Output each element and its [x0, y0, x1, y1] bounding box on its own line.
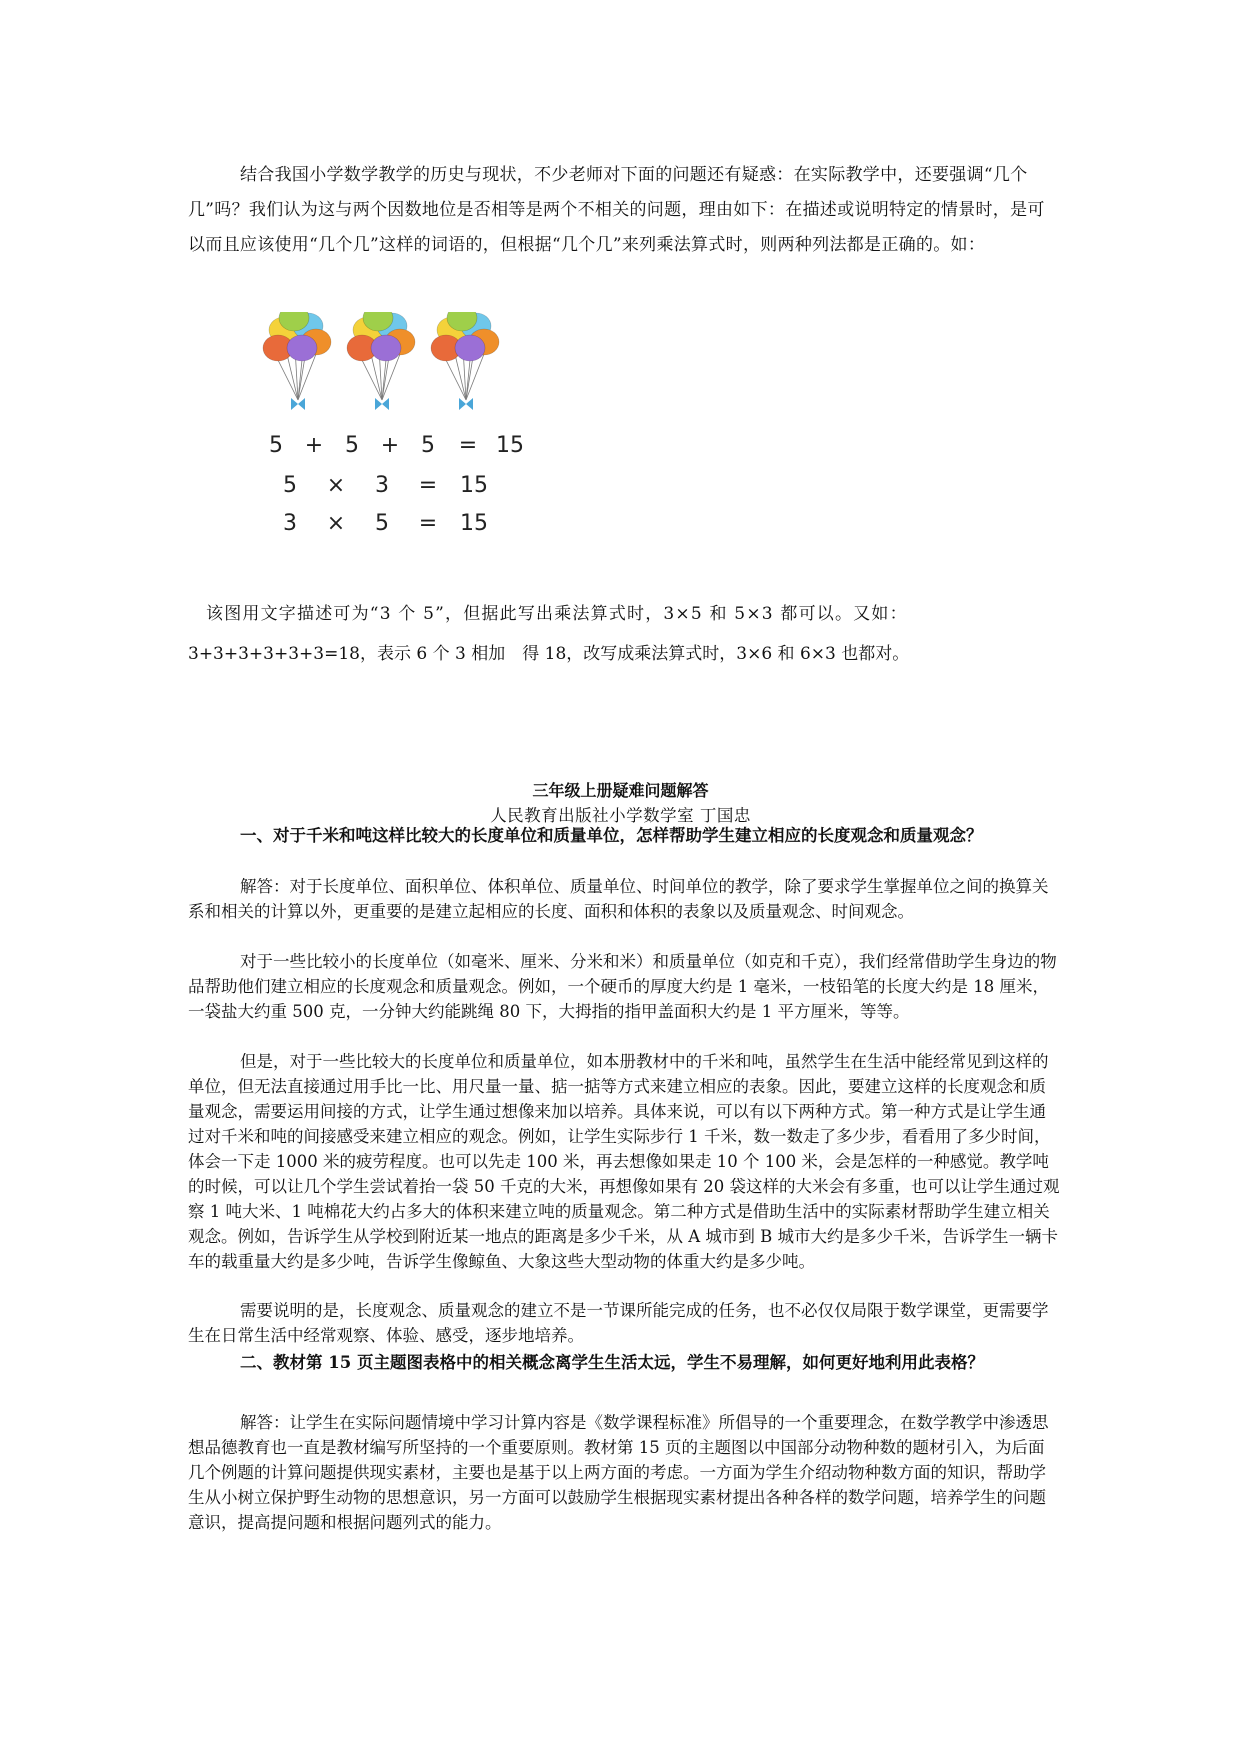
- eq2-op: ×: [326, 473, 346, 498]
- equation-row-1: [269, 433, 524, 458]
- eq3-term-1: 3: [283, 511, 297, 536]
- eq3-result: 15: [460, 511, 488, 536]
- balloon-string: [362, 360, 382, 400]
- eq1-equals: =: [458, 433, 478, 458]
- question-1-heading: 一、对于千米和吨这样比较大的长度单位和质量单位，怎样帮助学生建立相应的长度观念和质量观念？: [240, 826, 983, 845]
- eq3-term-2: 5: [375, 511, 389, 536]
- eq1-term-2: 5: [345, 433, 359, 458]
- answer-2-paragraph: 解答：让学生在实际问题情境中学习计算内容是《数学课程标准》所倡导的一个重要理念，在数学教学中渗透思想品德教育也一直是教材编写所坚持的一个重要原则。教材第 15 页的主题图以中国部分动物种数的题材引入，为后面几个例题的计算问题提供现实素材，主要也是基于以上两方面的考虑。一方面为学生介绍动物种数方面的知识，帮助学生从小树立保护野生动物的思想意识，另一方面可以鼓励学生根据现实素材提出各种各样的数学问题，培养学生的问题意识，提高提问题和根据问题列式的能力。: [188, 1413, 1049, 1532]
- intro-paragraph: 结合我国小学数学教学的历史与现状，不少老师对下面的问题还有疑惑：在实际教学中，还要强调“几个几”吗？我们认为这与两个因数地位是否相等是两个不相关的问题，理由如下：在描述或说明特定的情景时，是可以而且应该使用“几个几”这样的词语的，但根据“几个几”来列乘法算式时，则两种列法都是正确的。如：: [188, 165, 1045, 255]
- eq3-equals: =: [418, 511, 438, 536]
- eq2-result: 15: [460, 473, 488, 498]
- eq1-op-1: +: [304, 433, 324, 458]
- eq1-term-3: 5: [421, 433, 435, 458]
- author-line: 人民教育出版社小学数学室 丁国忠: [490, 806, 751, 825]
- explanation-paragraph: [188, 594, 1058, 674]
- explanation-line-1: 该图用文字描述可为“3 个 5”，但据此写出乘法算式时，3×5 和 5×3 都可以。又如：: [206, 604, 908, 624]
- balloon: [287, 335, 317, 361]
- section-title: 三年级上册疑难问题解答: [532, 781, 709, 800]
- balloon-bunch: [431, 312, 499, 410]
- note-paragraph: 需要说明的是，长度观念、质量观念的建立不是一节课所能完成的任务，也不必仅仅局限于数学课堂，更需要学生在日常生活中经常观察、体验、感受，逐步地培养。: [188, 1301, 1049, 1345]
- answer-1-paragraph: 解答：对于长度单位、面积单位、体积单位、质量单位、时间单位的教学，除了要求学生掌握单位之间的换算关系和相关的计算以外，更重要的是建立起相应的长度、面积和体积的表象以及质量观念、时间观念。: [188, 877, 1049, 921]
- eq2-term-1: 5: [283, 473, 297, 498]
- balloon: [455, 335, 485, 361]
- large-units-paragraph: 但是，对于一些比较大的长度单位和质量单位，如本册教材中的千米和吨，虽然学生在生活中能经常见到这样的单位，但无法直接通过用手比一比、用尺量一量、掂一掂等方式来建立相应的表象。因此，要建立这样的长度观念和质量观念，需要运用间接的方式，让学生通过想像来加以培养。具体来说，可以有以下两种方式。第一种方式是让学生通过对千米和吨的间接感受来建立相应的观念。例如，让学生实际步行 1 千米，数一数走了多少步，看看用了多少时间，体会一下走 1000 米的疲劳程度。也可以先走 100 米，再去想像如果走 10 个 100 米，会是怎样的一种感觉。教学吨的时候，可以让几个学生尝试着抬一袋 50 千克的大米，再想像如果有 20 袋这样的大米会有多重，也可以让学生通过观察 1 吨大米、1 吨棉花大约占多大的体积来建立吨的质量观念。第二种方式是借助生活中的实际素材帮助学生建立相关观念。例如，告诉学生从学校到附近某一地点的距离是多少千米，从 A 城市到 B 城市大约是多少千米，告诉学生一辆卡车的载重量大约是多少吨，告诉学生像鲸鱼、大象这些大型动物的体重大约是多少吨。: [188, 1052, 1060, 1271]
- eq2-term-2: 3: [375, 473, 389, 498]
- explanation-line-2: 3+3+3+3+3+3=18，表示 6 个 3 相加 得 18，改写成乘法算式时，3×6 和 6×3 也都对。: [188, 644, 910, 664]
- eq3-op: ×: [326, 511, 346, 536]
- balloon-string: [278, 360, 298, 400]
- balloon-groups: [263, 312, 499, 410]
- balloon-bunch: [347, 312, 415, 410]
- eq1-term-1: 5: [269, 433, 283, 458]
- eq2-equals: =: [418, 473, 438, 498]
- eq1-result: 15: [496, 433, 524, 458]
- small-units-paragraph: 对于一些比较小的长度单位（如毫米、厘米、分米和米）和质量单位（如克和千克），我们经常借助学生身边的物品帮助他们建立相应的长度观念和质量观念。例如，一个硬币的厚度大约是 1 毫米，一枝铅笔的长度大约是 18 厘米，一袋盐大约重 500 克，一分钟大约能跳绳 80 下，大拇指的指甲盖面积大约是 1 平方厘米，等等。: [188, 952, 1057, 1021]
- balloon-bunch: [263, 312, 331, 410]
- balloons-equation-figure: [246, 312, 542, 544]
- balloon: [371, 335, 401, 361]
- question-2-heading: 二、教材第 15 页主题图表格中的相关概念离学生生活太远，学生不易理解，如何更好地利用此表格？: [240, 1353, 984, 1372]
- equation-row-3: [283, 511, 488, 536]
- equation-row-2: [283, 473, 488, 498]
- eq1-op-2: +: [380, 433, 400, 458]
- balloon-string: [446, 360, 466, 400]
